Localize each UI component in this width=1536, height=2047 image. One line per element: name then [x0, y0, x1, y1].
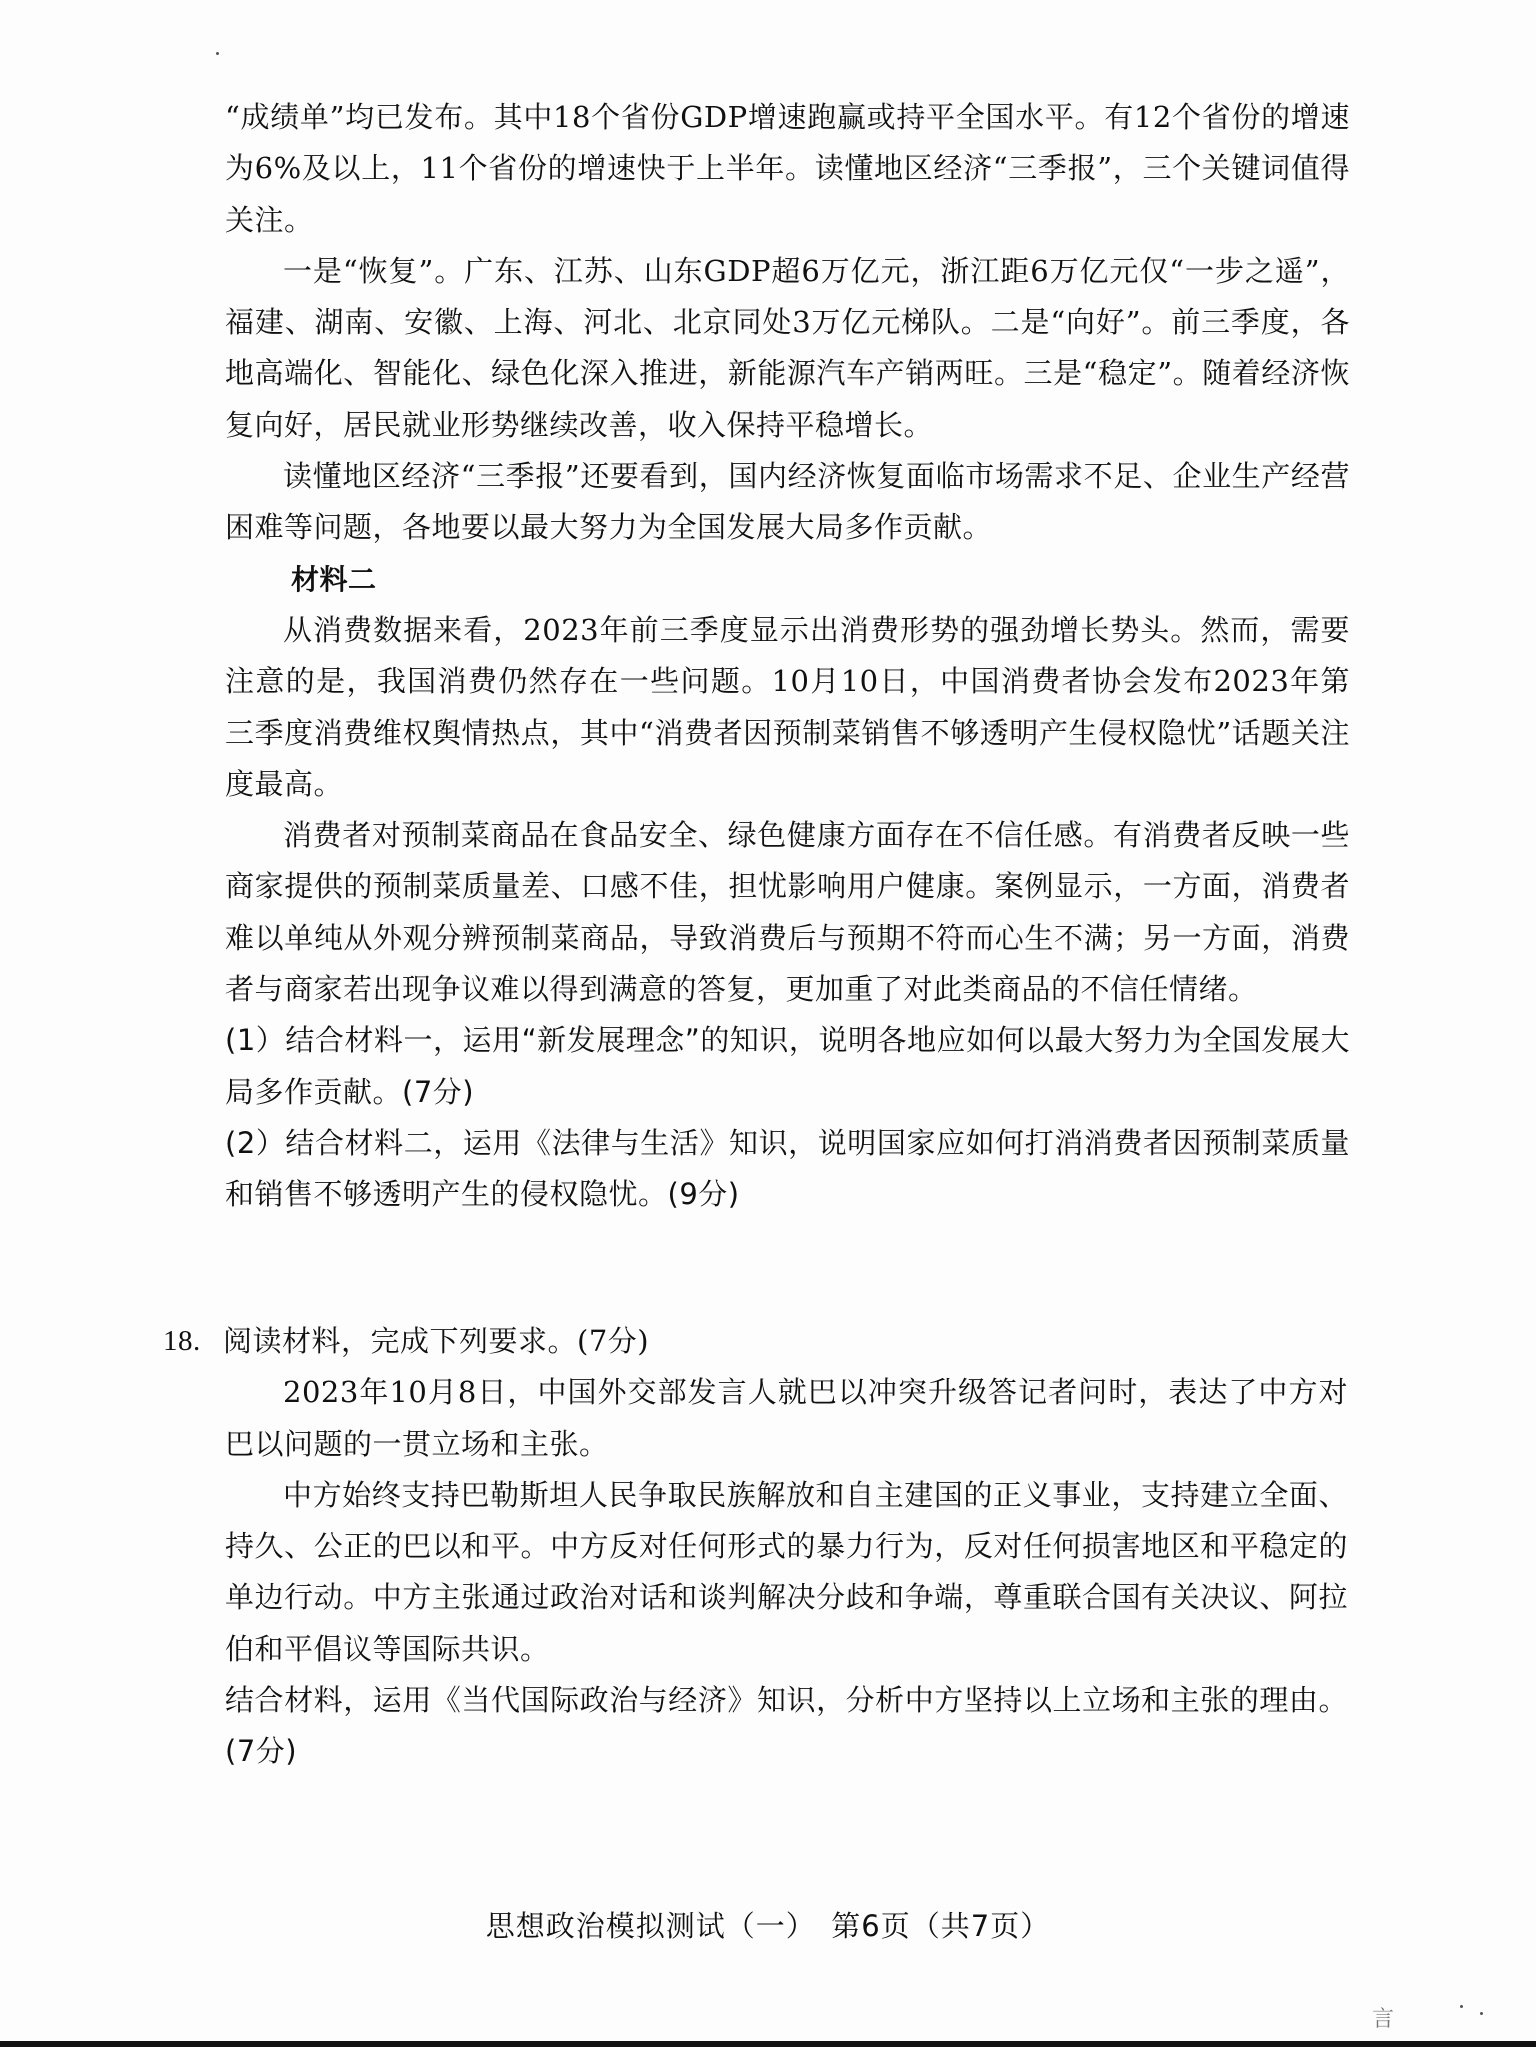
bottom-edge-rule — [0, 2041, 1536, 2047]
paragraph-position: 中方始终支持巴勒斯坦人民争取民族解放和自主建国的正义事业，支持建立全面、持久、公正的巴以和平。中方反对任何形式的暴力行为，反对任何损害地区和平稳定的单边行动。中方主张通过政治对话和谈判解决分歧和争端，尊重联合国有关决议、阿拉伯和平倡议等国际共识。 — [225, 1477, 1348, 1666]
sub-question-2: (2）结合材料二，运用《法律与生活》知识，说明国家应如何打消消费者因预制菜质量和销售不够透明产生的侵权隐忧。(9分) — [225, 1125, 1350, 1212]
scan-speck — [1480, 2012, 1483, 2015]
sub-question-1: (1）结合材料一，运用“新发展理念”的知识，说明各地应如何以最大努力为全国发展大局多作贡献。(7分) — [225, 1023, 1350, 1109]
paragraph-consumption: 从消费数据来看，2023年前三季度显示出消费形势的强劲增长势头。然而，需要注意的是，我国消费仍然存在一些问题。10月10日，中国消费者协会发布2023年第三季度消费维权舆情热点，其中“消费者因预制菜销售不够透明产生侵权隐忧”话题关注度最高。 — [225, 612, 1350, 801]
question-number: 18. — [163, 1325, 201, 1357]
material-text — [225, 92, 1350, 1221]
question-18-body — [163, 1367, 1348, 1675]
scan-speck — [216, 52, 219, 55]
paragraph-results: “成绩单”均已发布。其中18个省份GDP增速跑赢或持平全国水平。有12个省份的增速为6%及以上，11个省份的增速快于上半年。读懂地区经济“三季报”，三个关键词值得关注。 — [225, 100, 1350, 237]
scan-speck — [1460, 2005, 1463, 2008]
question-18 — [163, 1316, 1348, 1778]
paragraph-prepared-food: 消费者对预制菜商品在食品安全、绿色健康方面存在不信任感。有消费者反映一些商家提供的预制菜质量差、口感不佳，担忧影响用户健康。案例显示，一方面，消费者难以单纯从外观分辨预制菜商品，导致消费后与预期不符而心生不满；另一方面，消费者与商家若出现争议难以得到满意的答复，更加重了对此类商品的不信任情绪。 — [225, 818, 1350, 1007]
page-footer: 思想政治模拟测试（一） 第6页（共7页） — [485, 1909, 1051, 1943]
paragraph-keywords: 一是“恢复”。广东、江苏、山东GDP超6万亿元，浙江距6万亿元仅“一步之遥”，福建、湖南、安徽、上海、河北、北京同处3万亿元梯队。二是“向好”。前三季度，各地高端化、智能化、绿色化深入推进，新能源汽车产销两旺。三是“稳定”。随着经济恢复向好，居民就业形势继续改善，收入保持平稳增长。 — [225, 253, 1350, 442]
paragraph-statement: 2023年10月8日，中国外交部发言人就巴以冲突升级答记者问时，表达了中方对巴以问题的一贯立场和主张。 — [225, 1375, 1348, 1461]
corner-mark: 言 — [1372, 2007, 1395, 2032]
question-title: 阅读材料，完成下列要求。(7分) — [223, 1324, 650, 1358]
question-18-header — [163, 1316, 1348, 1367]
paragraph-challenges: 读懂地区经济“三季报”还要看到，国内经济恢复面临市场需求不足、企业生产经营困难等问题，各地要以最大努力为全国发展大局多作贡献。 — [225, 459, 1350, 545]
material-two-heading: 材料二 — [291, 562, 377, 596]
question-18-task: 结合材料，运用《当代国际政治与经济》知识，分析中方坚持以上立场和主张的理由。(7分) — [225, 1683, 1348, 1769]
